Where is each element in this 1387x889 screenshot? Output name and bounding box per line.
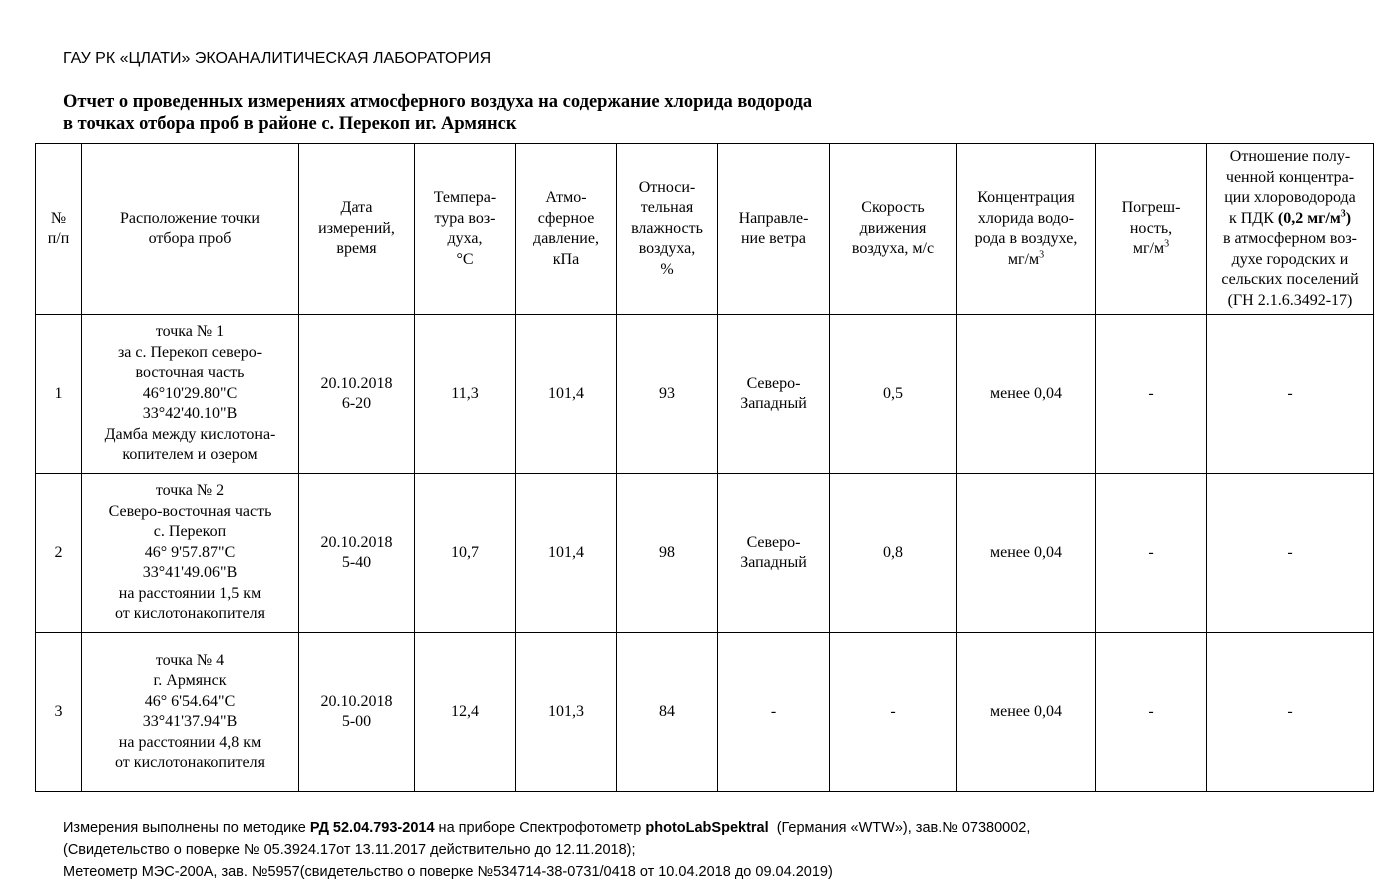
header-pressure: Атмо- сферное давление, кПа	[516, 144, 617, 315]
header-humidity: Относи- тельная влажность воздуха, %	[617, 144, 718, 315]
footer-line-1: Измерения выполнены по методике РД 52.04.793-2014 на приборе Спектрофотометр photoLabSpektral (Германия «WTW»), зав.№ 07380002,	[63, 820, 1031, 836]
cell-wind-direction: -	[718, 633, 830, 792]
report-title-line-1: Отчет о проведенных измерениях атмосферного воздуха на содержание хлорида водорода	[63, 92, 813, 112]
report-title-line-2: в точках отбора проб в районе с. Перекоп иг. Армянск	[63, 114, 517, 134]
cell-error: -	[1096, 474, 1207, 633]
cell-datetime: 20.10.2018 6-20	[299, 315, 415, 474]
cell-wind-speed: -	[830, 633, 957, 792]
methodology-footer	[63, 817, 1030, 883]
cell-concentration: менее 0,04	[957, 474, 1096, 633]
measurements-table	[35, 143, 1374, 792]
cell-num: 1	[36, 315, 82, 474]
organization-name: ГАУ РК «ЦЛАТИ» ЭКОАНАЛИТИЧЕСКАЯ ЛАБОРАТОРИЯ	[63, 50, 492, 67]
table-header-row	[36, 144, 1374, 315]
cell-humidity: 93	[617, 315, 718, 474]
header-location: Расположение точки отбора проб	[82, 144, 299, 315]
cell-temperature: 11,3	[415, 315, 516, 474]
cell-humidity: 98	[617, 474, 718, 633]
header-wind-direction: Направле- ние ветра	[718, 144, 830, 315]
cell-location: точка № 1 за с. Перекоп северо- восточная часть 46°10'29.80"С 33°42'40.10"В Дамба между кислотона- копителем и озером	[82, 315, 299, 474]
cell-error: -	[1096, 315, 1207, 474]
footer-device: photoLabSpektral	[645, 820, 769, 836]
cell-temperature: 10,7	[415, 474, 516, 633]
table-row	[36, 474, 1374, 633]
header-ratio: Отношение полу- ченной концентра- ции хлороводорода к ПДК (0,2 $мг/м^3$) в атмосферном воз- духе городских и сельских поселений (ГН 2.1.6.3492-17)	[1207, 144, 1374, 315]
table-row	[36, 315, 1374, 474]
cell-datetime: 20.10.2018 5-40	[299, 474, 415, 633]
cell-wind-speed: 0,5	[830, 315, 957, 474]
cell-num: 2	[36, 474, 82, 633]
cell-wind-direction: Северо- Западный	[718, 315, 830, 474]
cell-num: 3	[36, 633, 82, 792]
cell-error: -	[1096, 633, 1207, 792]
cell-concentration: менее 0,04	[957, 315, 1096, 474]
header-wind-speed: Скорость движения воздуха, м/с	[830, 144, 957, 315]
header-datetime: Дата измерений, время	[299, 144, 415, 315]
header-num: № п/п	[36, 144, 82, 315]
cell-concentration: менее 0,04	[957, 633, 1096, 792]
cell-pressure: 101,4	[516, 474, 617, 633]
footer-line-2: (Свидетельство о поверке № 05.3924.17от 13.11.2017 действительно до 12.11.2018);	[63, 842, 636, 858]
header-temperature: Темпера- тура воз- духа, °С	[415, 144, 516, 315]
cell-pressure: 101,4	[516, 315, 617, 474]
cell-pressure: 101,3	[516, 633, 617, 792]
cell-location: точка № 4 г. Армянск 46° 6'54.64"С 33°41'37.94"В на расстоянии 4,8 км от кислотонакопителя	[82, 633, 299, 792]
cell-ratio: -	[1207, 633, 1374, 792]
cell-location: точка № 2 Северо-восточная часть с. Перекоп 46° 9'57.87"С 33°41'49.06"В на расстоянии 1,5 км от кислотонакопителя	[82, 474, 299, 633]
cell-wind-direction: Северо- Западный	[718, 474, 830, 633]
footer-method: РД 52.04.793-2014	[309, 820, 435, 836]
footer-line-3: Метеометр МЭС-200А, зав. №5957(свидетельство о поверке №534714-38-0731/0418 от 10.04.2018 до 09.04.2019)	[63, 864, 833, 880]
table-row	[36, 633, 1374, 792]
header-concentration: Концентрация хлорида водо- рода в воздухе, $мг/м^3$	[957, 144, 1096, 315]
cell-humidity: 84	[617, 633, 718, 792]
cell-datetime: 20.10.2018 5-00	[299, 633, 415, 792]
cell-ratio: -	[1207, 315, 1374, 474]
cell-wind-speed: 0,8	[830, 474, 957, 633]
report-title	[63, 91, 812, 135]
cell-temperature: 12,4	[415, 633, 516, 792]
header-error: Погреш- ность, $мг/м^3$	[1096, 144, 1207, 315]
cell-ratio: -	[1207, 474, 1374, 633]
